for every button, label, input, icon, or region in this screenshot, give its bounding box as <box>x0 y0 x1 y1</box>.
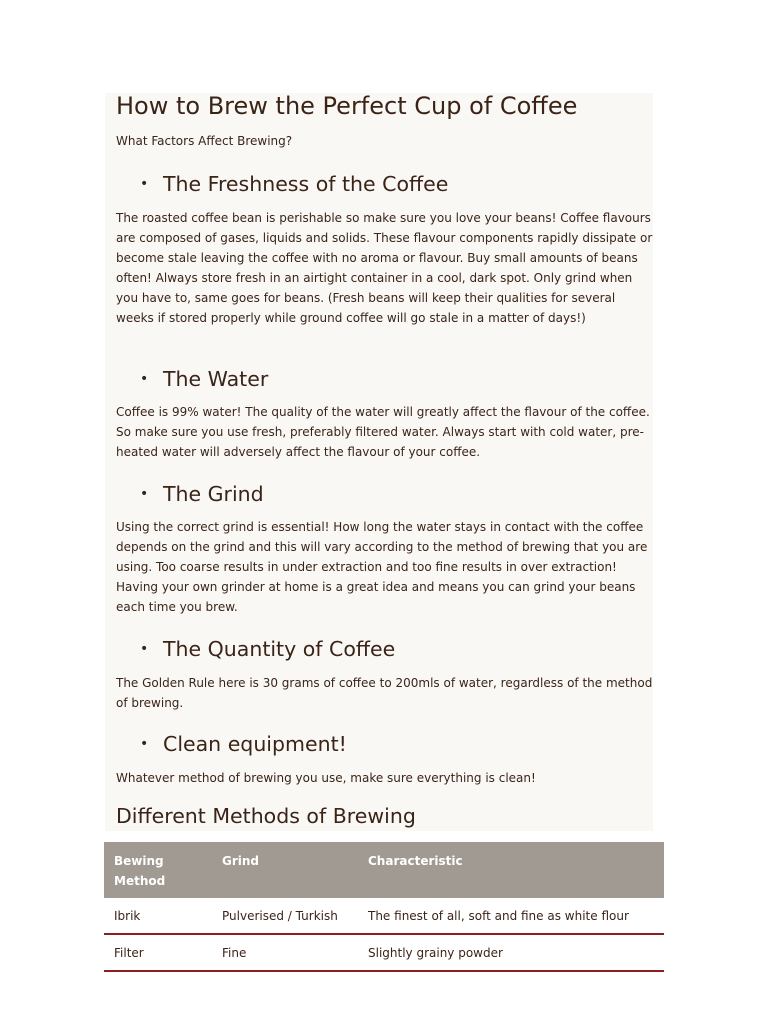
table-header-row <box>104 842 664 898</box>
column-header-characteristic: Characteristic <box>368 854 463 868</box>
table-cell-grind: Fine <box>212 934 358 971</box>
bullet-icon: • <box>140 371 149 387</box>
table-row <box>104 898 664 934</box>
section-body-water: Coffee is 99% water! The quality of the water will greatly affect the flavour of the coffee. So make sure you use fresh, preferably filtered water. Always start with cold water, pre-heated water will adversely affect the flavour of your coffee. <box>116 405 650 459</box>
article-subtitle: What Factors Affect Brewing? <box>116 134 293 148</box>
section-body-freshness: The roasted coffee bean is perishable so make sure you love your beans! Coffee flavours are composed of gases, liquids and solids. These flavour components rapidly dissipate or become stale leaving the coffee with no aroma or flavour. Buy small amounts of beans often! Always store fresh in an airtight container in a cool, dark spot. Only grind when you have to, same goes for beans. (Fresh beans will keep their qualities for several weeks if stored properly while ground coffee will go stale in a matter of days!) <box>116 211 653 325</box>
column-header-grind: Grind <box>222 854 260 868</box>
column-header-method: Bewing Method <box>114 854 166 888</box>
table-row <box>104 934 664 971</box>
section-body-grind: Using the correct grind is essential! How long the water stays in contact with the coffee depends on the grind and this will vary according to the method of brewing that you are using. Too coarse results in under extraction and too fine results in over extraction! Having your own grinder at home is a great idea and means you can grind your beans each time you brew. <box>116 520 648 614</box>
table-cell-method: Filter <box>104 934 212 971</box>
table-cell-method: Ibrik <box>104 898 212 934</box>
table-cell-grind: Pulverised / Turkish <box>212 898 358 934</box>
brewing-methods-table <box>104 842 664 972</box>
bullet-icon: • <box>140 641 149 657</box>
article-panel <box>105 93 653 831</box>
bullet-icon: • <box>140 486 149 502</box>
table-cell-characteristic: Slightly grainy powder <box>358 934 664 971</box>
article-title: How to Brew the Perfect Cup of Coffee <box>116 92 578 120</box>
section-body-clean: Whatever method of brewing you use, make sure everything is clean! <box>116 771 536 785</box>
table-cell-characteristic: The finest of all, soft and fine as white flour <box>358 898 664 934</box>
bullet-icon: • <box>140 176 149 192</box>
methods-title: Different Methods of Brewing <box>116 804 416 828</box>
bullet-icon: • <box>140 736 149 752</box>
section-body-quantity: The Golden Rule here is 30 grams of coffee to 200mls of water, regardless of the method of brewing. <box>116 676 653 710</box>
